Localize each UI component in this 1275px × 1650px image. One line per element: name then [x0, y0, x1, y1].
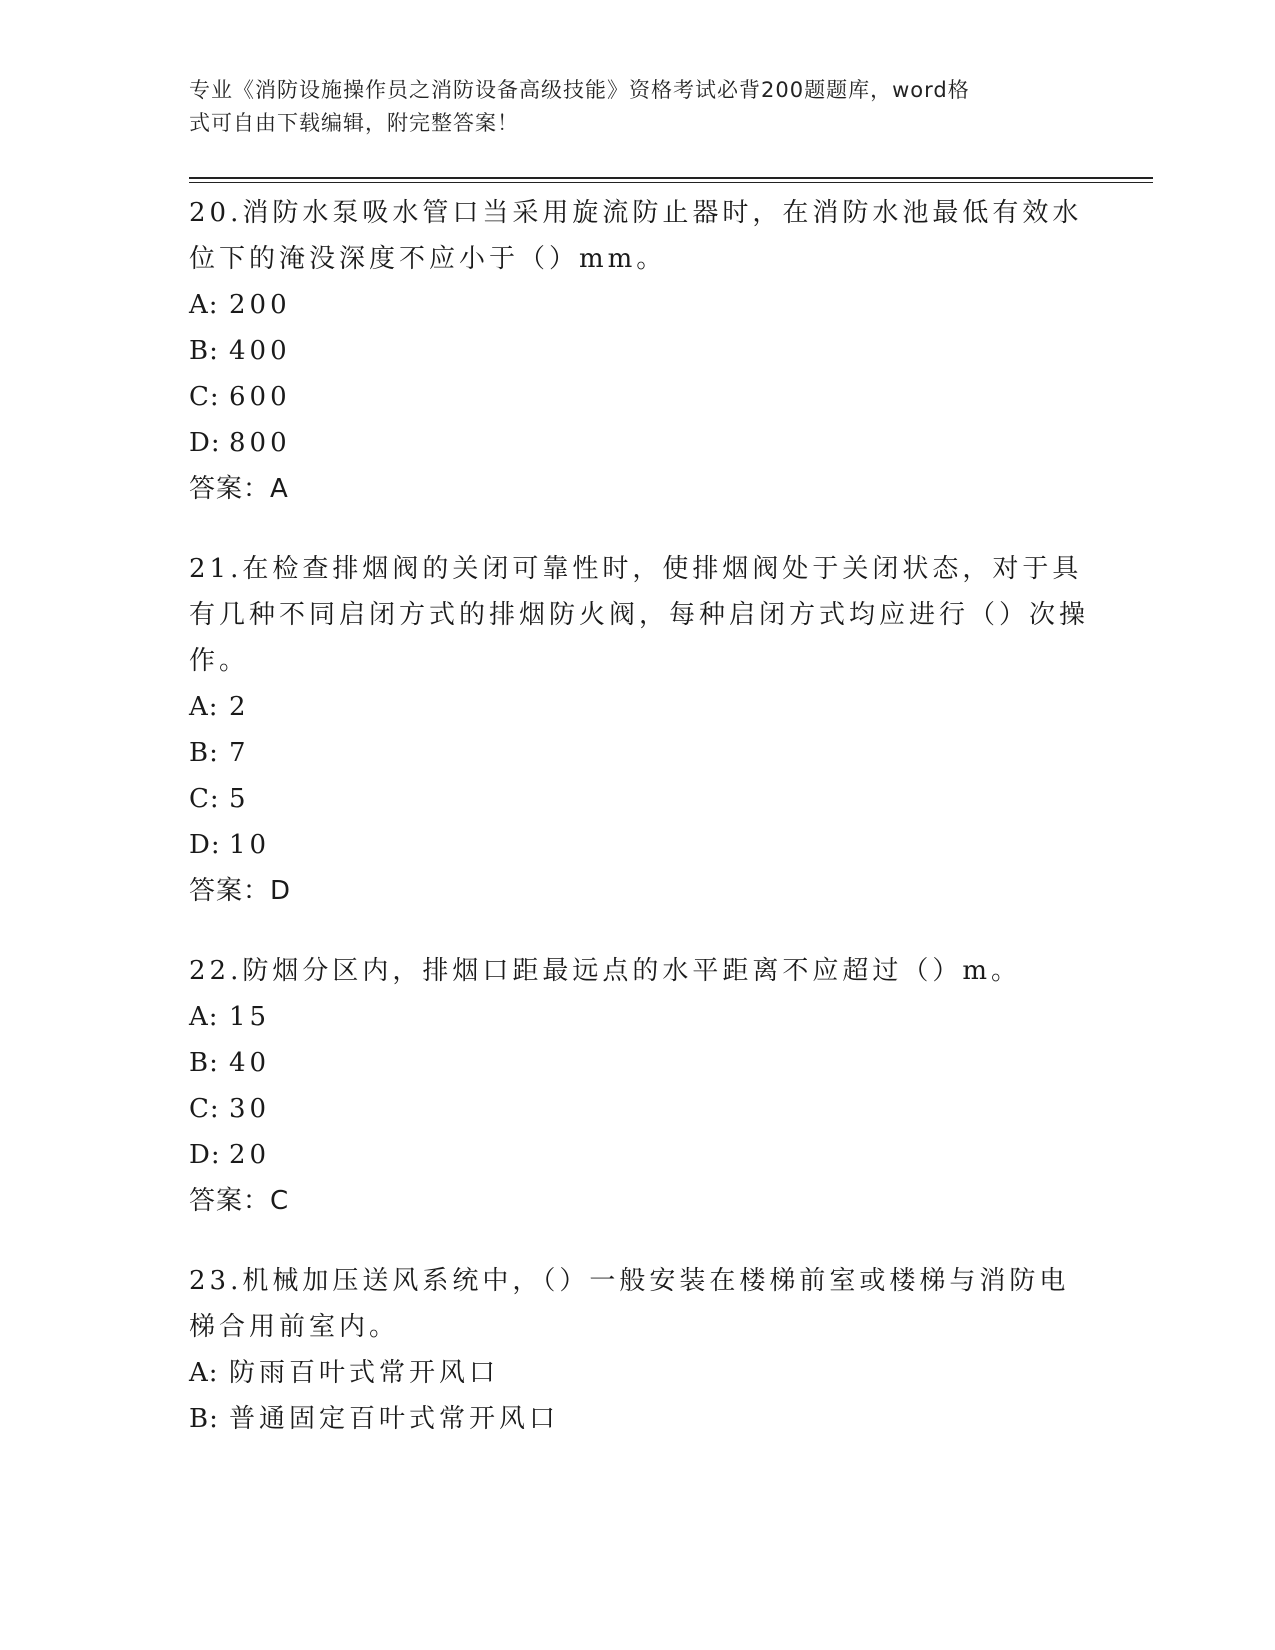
question-text: 23.机械加压送风系统中，（）一般安装在楼梯前室或楼梯与消防电梯合用前室内。	[189, 1266, 1070, 1342]
question-22	[189, 948, 1089, 1224]
option-c	[189, 374, 1089, 420]
option-text: 15	[229, 1002, 271, 1032]
option-letter: C:	[189, 382, 220, 412]
option-letter: B:	[189, 1404, 219, 1434]
option-d	[189, 822, 1089, 868]
option-b	[189, 1396, 1089, 1442]
answer-line: 答案：C	[189, 1186, 290, 1216]
option-b	[189, 730, 1089, 776]
header-rule-thin	[189, 182, 1153, 183]
option-c	[189, 776, 1089, 822]
option-letter: D:	[189, 1140, 221, 1170]
question-23	[189, 1258, 1089, 1442]
option-text: 20	[229, 1140, 271, 1170]
option-letter: C:	[189, 1094, 220, 1124]
option-text: 800	[229, 428, 291, 458]
option-c	[189, 1086, 1089, 1132]
option-text: 400	[229, 336, 291, 366]
option-text: 10	[229, 830, 271, 860]
question-list	[189, 190, 1089, 1476]
option-letter: A:	[189, 290, 219, 320]
option-text: 600	[229, 382, 291, 412]
question-text: 21.在检查排烟阀的关闭可靠性时，使排烟阀处于关闭状态，对于具有几种不同启闭方式的排烟防火阀，每种启闭方式均应进行（）次操作。	[189, 554, 1090, 676]
option-text: 5	[229, 784, 250, 814]
option-b	[189, 328, 1089, 374]
answer-line: 答案：A	[189, 474, 289, 504]
option-text: 30	[229, 1094, 271, 1124]
option-letter: D:	[189, 428, 221, 458]
option-d	[189, 1132, 1089, 1178]
option-text: 防雨百叶式常开风口	[229, 1358, 500, 1388]
header-line-2: 式可自由下载编辑，附完整答案！	[189, 111, 519, 135]
option-text: 40	[229, 1048, 271, 1078]
option-text: 7	[229, 738, 250, 768]
question-21	[189, 546, 1089, 914]
document-header	[189, 74, 1069, 140]
option-letter: A:	[189, 1358, 219, 1388]
option-a	[189, 282, 1089, 328]
option-letter: B:	[189, 1048, 219, 1078]
option-letter: A:	[189, 692, 219, 722]
option-letter: B:	[189, 738, 219, 768]
option-d	[189, 420, 1089, 466]
question-text: 20.消防水泵吸水管口当采用旋流防止器时，在消防水池最低有效水位下的淹没深度不应小于（）mm。	[189, 198, 1083, 274]
option-text: 普通固定百叶式常开风口	[229, 1404, 560, 1434]
option-letter: D:	[189, 830, 221, 860]
option-a	[189, 684, 1089, 730]
answer-line: 答案：D	[189, 876, 292, 906]
option-text: 200	[229, 290, 291, 320]
option-a	[189, 994, 1089, 1040]
question-text: 22.防烟分区内，排烟口距最远点的水平距离不应超过（）m。	[189, 956, 1022, 986]
question-20	[189, 190, 1089, 512]
option-letter: B:	[189, 336, 219, 366]
option-text: 2	[229, 692, 250, 722]
option-letter: C:	[189, 784, 220, 814]
header-rule-thick	[189, 177, 1153, 179]
option-letter: A:	[189, 1002, 219, 1032]
option-a	[189, 1350, 1089, 1396]
header-line-1: 专业《消防设施操作员之消防设备高级技能》资格考试必背200题题库，word格	[189, 78, 970, 102]
option-b	[189, 1040, 1089, 1086]
